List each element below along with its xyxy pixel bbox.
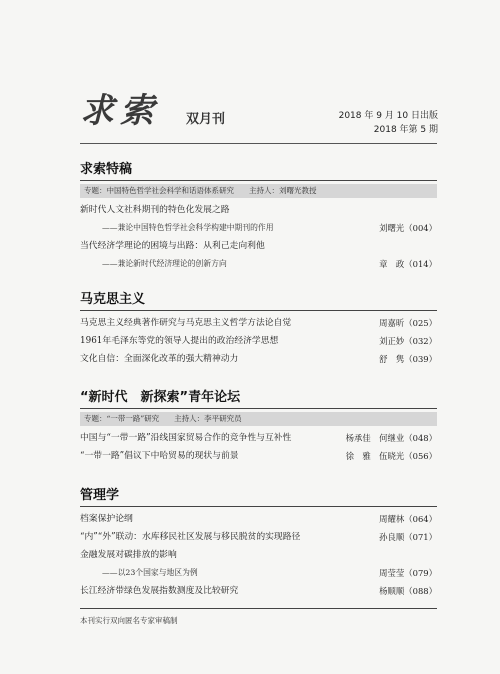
article-author-page: 周莹莹（079） — [379, 568, 437, 578]
section-title: 求索特稿 — [80, 162, 133, 177]
article-title[interactable]: “内”“外”联动：水库移民社区发展与移民脱贫的实现路径 — [80, 532, 301, 542]
article-title[interactable]: 1961年毛泽东等党的领导人提出的政治经济学思想 — [80, 336, 279, 346]
article-title[interactable]: 长江经济带绿色发展指数测度及比较研究 — [80, 586, 239, 596]
article-title[interactable]: 文化自信：全面深化改革的强大精神动力 — [80, 354, 239, 364]
section-title: “新时代 新探索”青年论坛 — [80, 390, 241, 405]
section-divider — [80, 310, 437, 311]
article-title[interactable]: 金融发展对碳排放的影响 — [80, 550, 177, 560]
footer-divider — [80, 608, 437, 609]
article-subtitle[interactable]: ——兼论新时代经济理论的创新方向 — [102, 259, 227, 268]
review-policy-note: 本刊实行双向匿名专家审稿制 — [80, 616, 178, 625]
toc-entry-subtitle[interactable] — [80, 219, 437, 237]
toc-entry[interactable] — [80, 447, 437, 465]
article-subtitle[interactable]: ——兼论中国特色哲学社会科学构建中期刊的作用 — [102, 223, 274, 232]
article-author-page: 周嘉昕（025） — [379, 318, 437, 328]
toc-entry[interactable] — [80, 582, 437, 600]
toc-entry[interactable] — [80, 528, 437, 546]
toc-entry[interactable] — [80, 350, 437, 368]
toc-entry[interactable] — [80, 429, 437, 447]
toc-entry[interactable] — [80, 201, 437, 219]
journal-logo: 求索 — [80, 91, 160, 131]
toc-entry[interactable] — [80, 546, 437, 564]
article-title[interactable]: 档案保护论纲 — [80, 514, 133, 524]
article-author-page: 徐 雅 伍晓光（056） — [345, 451, 437, 461]
toc-entry-subtitle[interactable] — [80, 255, 437, 273]
article-author-page: 章 政（014） — [379, 259, 437, 269]
article-title[interactable]: 中国与“一带一路”沿线国家贸易合作的竞争性与互补性 — [80, 433, 292, 443]
section-qiusuo-feature — [80, 160, 437, 273]
article-author-page: 孙良顺（071） — [379, 532, 437, 542]
article-title[interactable]: 当代经济学理论的困境与出路：从利己走向利他 — [80, 241, 265, 251]
article-title[interactable]: 马克思主义经典著作研究与马克思主义哲学方法论自觉 — [80, 318, 292, 328]
topic-band: 专题：“一带一路”研究 主持人：李平研究员 — [80, 412, 437, 426]
article-author-page: 周耀林（064） — [379, 514, 437, 524]
toc-entry[interactable] — [80, 314, 437, 332]
article-title[interactable]: 新时代人文社科期刊的特色化发展之路 — [80, 205, 230, 215]
section-title: 管理学 — [80, 488, 120, 503]
toc-entry[interactable] — [80, 332, 437, 350]
header-divider — [80, 143, 437, 144]
article-author-page: 舒 隽（039） — [379, 354, 437, 364]
section-marxism — [80, 290, 437, 368]
section-youth-forum — [80, 388, 437, 465]
section-divider — [80, 506, 437, 507]
section-management — [80, 486, 437, 600]
publication-date: 2018 年 9 月 10 日出版 — [338, 111, 438, 121]
article-author-page: 刘正妙（032） — [379, 336, 437, 346]
section-title: 马克思主义 — [80, 292, 146, 307]
journal-frequency: 双月刊 — [186, 112, 226, 127]
toc-entry[interactable] — [80, 510, 437, 528]
article-title[interactable]: “一带一路”倡议下中哈贸易的现状与前景 — [80, 451, 239, 461]
article-subtitle[interactable]: ——以23个国家与地区为例 — [102, 568, 198, 577]
toc-entry[interactable] — [80, 237, 437, 255]
article-author-page: 杨顺顺（088） — [379, 586, 437, 596]
section-divider — [80, 408, 437, 409]
topic-band: 专题：中国特色哲学社会科学和话语体系研究 主持人：刘曙光教授 — [80, 184, 437, 198]
section-divider — [80, 180, 437, 181]
article-author-page: 杨承佳 何继业（048） — [345, 433, 437, 443]
article-author-page: 刘曙光（004） — [379, 223, 437, 233]
toc-entry-subtitle[interactable] — [80, 564, 437, 582]
issue-number: 2018 年第 5 期 — [373, 125, 438, 135]
